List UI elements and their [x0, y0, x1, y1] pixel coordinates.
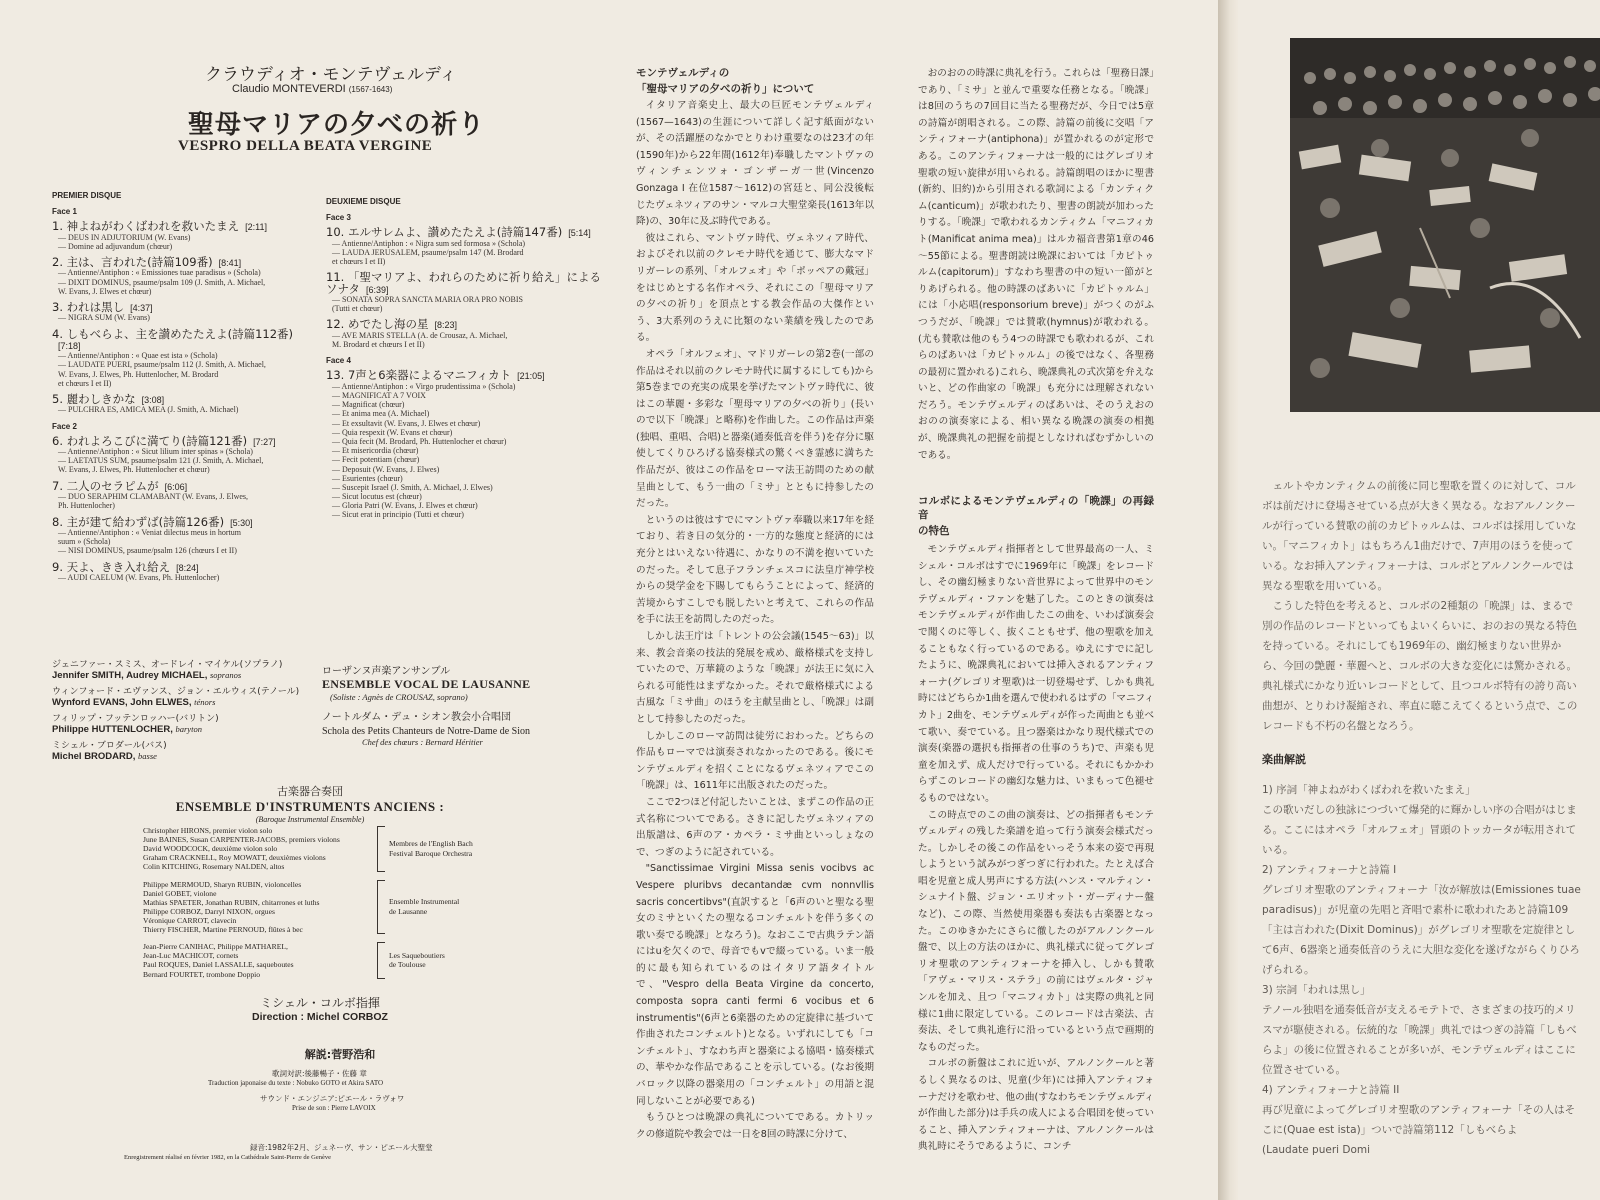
- member-line: June BAINES, Susan CARPENTER-JACOBS, premiers violons: [143, 835, 340, 845]
- track-title: 6. われよろこびに満てり(詩篇121番): [52, 433, 248, 448]
- track-item: [52, 559, 314, 583]
- page-fold: [1218, 0, 1238, 1200]
- track-title-line: [52, 559, 314, 574]
- face2-label: Face 2: [52, 421, 77, 431]
- track-duration: [4:37]: [130, 302, 153, 313]
- track-detail: — Esurientes (chœur): [332, 473, 403, 483]
- essay-paragraph: "Sanctissimae Virgini Missa senis vocibvs ac Vespere pluribvs decantandæ cvm nonnvllis sacris concertibvs"(直訳すると「6声のいと聖なる聖女のミサといくたの聖なるコンチェルトを伴う多くの歌い奏でる晩課」となろう)。なおここで古典ラテン語にはuを欠くので、母音でもvで綴っている。いま一般的に最も知られているのはイタリア語タイトルで、"Vespro della Beata Virgine da concerto, composta sopra canti fermi 6 vocibus et 6 instrumentis"(6声と6楽器のための定旋律に基づいて作曲されたコンチェルト)となる。いずれにしても「コンチェルト」、すなわち声と器楽による協唱・協奏様式の、華やかな作品であることを示している。(なお後期バロック以降の器楽用の「コンチェルト」の用語と混同しないことが必要である): [636, 863, 874, 1107]
- track-duration: [3:08]: [141, 394, 165, 405]
- member-line: Graham CRACKNELL, Roy MOWATT, deuxièmes violons: [143, 853, 326, 863]
- analysis-item: 2) アンティフォーナと詩篇 I: [1262, 864, 1397, 876]
- track-duration: [7:18]: [58, 341, 81, 352]
- track-detail: — Sicut erat in principio (Tutti et chœur): [332, 510, 464, 520]
- member-line: Colin KITCHING, Rosemary NALDEN, altos: [143, 862, 285, 872]
- recording-jp: 録音:1982年2月、ジュネーヴ、サン・ピエール大聖堂: [250, 1143, 433, 1152]
- member-list: [143, 942, 377, 978]
- track-detail: W. Evans, J. Elwes et chœur): [58, 286, 152, 296]
- member-line: Philippe MERMOUD, Sharyn RUBIN, violoncelles: [143, 879, 302, 889]
- track-title: 2. 主は、言われた(詩篇109番): [52, 254, 213, 269]
- director-en: Direction : Michel CORBOZ: [252, 1011, 388, 1023]
- singer-en: [52, 697, 312, 708]
- face4-label: Face 4: [326, 356, 351, 366]
- track-item: [52, 221, 314, 251]
- track-detail: — Sicut locutus est (chœur): [332, 492, 422, 502]
- track-item: [326, 319, 608, 349]
- track-title: 8. 主が建て給わずば(詩篇126番): [52, 514, 225, 529]
- track-title: 7. 二人のセラピムが: [52, 478, 159, 493]
- member-group-label: [389, 826, 499, 872]
- track-duration: [8:24]: [176, 562, 199, 573]
- essay-paragraph: おのおのの時課に典礼を行う。これらは「聖務日課」であり、「ミサ」と並んで重要な任務となる。「晩課」は8回のうちの7回目に当たる聖務だが、今日では5章の詩篇が朗唱される。この際、詩篇の前後に交唱「アンティフォーナ(antiphona)」が置かれるのが定形である。このアンティフォーナは一般的にはグレゴリオ聖歌の短い旋律が用いられる。詩篇朗唱のほかに聖書(新約、旧約)から引用される歌詞による「カンティクム(canticum)」が歌われたり、聖書の朗読が加わったりする。「晩課」で歌われるカンティクム「マニフィカト(Manificat anima mea)」はルカ福音書第1章の46～55節による。聖書朗読は晩課においては「カピトゥルム(capitorum)」すなわち聖書の中の短い一節がとりあげられる。他の時課のばあいに「カピトゥルム」には「小応唱(responsorium breve)」がつくのがふつうだが、「晩課」では賛歌(hymnus)が歌われる。(尤も賛歌は他のもう4つの時課でも歌われるが、これらのばあいは「カピトゥルム」の後ではなく、各聖務の最初に置かれる)これら、晩課典礼の式次第を弁えないと、どの作曲家の「晩課」も充分には理解されないだろう。モンテヴェルディのばあいは、そのうえおのおのの演奏家による、相い異なる晩課の演奏の相拠が、晩課典礼の把握を前提としなければむずかしいのである。: [918, 68, 1154, 461]
- track-item: [52, 514, 314, 556]
- essay-paragraph: オペラ「オルフェオ」、マドリガーレの第2巻(一部の作品はそれ以前のクレモナ時代に属するにしても)から第5巻までの充実の成果を挙げたマントヴァ時代に、彼はこの華麗・多彩な「聖母マリアの夕べの祈り」(長いので以下「晩課」と略称)を作曲した。この作品は声楽(独唱、重唱、合唱)と器楽(通奏低音を伴う)を存分に駆使してくりひろげる協奏様式の驚くべき霊感に満ちた作品だが、彼はこの作品をローマ法王訪問のための献呈曲として、もう一曲の「ミサ」とともに持参したのだった。: [636, 348, 874, 510]
- essay-paragraph: コルボの新盤はこれに近いが、アルノンクールと著るしく異なるのは、児童(少年)には挿入アンティフォーナだけを歌わせ、他の曲(すなわちモンテヴェルディが作曲した部分)は手兵の成人による合唱団を使っていること、挿入アンティフォーナは、アルノンクールは典礼時にそうであるように、コンチ: [918, 1058, 1154, 1153]
- member-group: [143, 942, 503, 978]
- singer-en: [52, 751, 312, 762]
- member-group-label-line: Ensemble Instrumental: [389, 897, 460, 907]
- choir-soloist: (Soliste : Agnès de CROUSAZ, soprano): [330, 692, 468, 702]
- track-detail: — Antienne/Antiphon : « Virgo prudentissima » (Schola): [332, 381, 516, 391]
- essay-paragraph: というのは彼はすでにマントヴァ奉職以来17年を経ており、若き日の気分的・一方的な態度と経済的には充分とはいえない待遇に、かなりの不満を抱いていたのだった。そして息子フランチェスコに法皇庁神学校からの奨学金を下賜してもらうことによって、経済的苦境からすこしでも脱したいと考えて、これらの作品を手に法王を訪問したのだった。: [636, 514, 874, 626]
- singer-entry: [52, 711, 312, 735]
- track-title: 11. 「聖マリアよ、われらのために祈り給え」によるソナタ: [326, 270, 601, 296]
- track-detail: — AVE MARIS STELLA (A. de Crousaz, A. Michael,: [332, 330, 508, 340]
- track-title: 10. エルサレムよ、讃めたたえよ(詩篇147番): [326, 225, 563, 239]
- essay-paragraph: 彼はこれら、マントヴァ時代、ヴェネツィア時代、およびそれ以前のクレモナ時代を通じて、膨大なマドリガーレの系列、「オルフェオ」や「ポッペアの戴冠」をはじめとする名作オペラ、それにこの「聖母マリアの夕べの祈り」を頂点とする教会作品の大傑作という、3大系列のうえに比類のない業績を残したのである。: [636, 232, 874, 344]
- singer-name: Wynford EVANS, John ELWES,: [52, 697, 195, 708]
- member-line: Mathias SPAETER, Jonathan RUBIN, chitarrones et luths: [143, 897, 320, 907]
- track-detail: — Et anima mea (A. Michael): [332, 409, 430, 419]
- right-heading: 楽曲解説: [1262, 753, 1306, 766]
- singer-name: Jennifer SMITH, Audrey MICHAEL,: [52, 670, 210, 681]
- essay3-heading2: の特色: [918, 525, 950, 537]
- track-detail: — Antienne/Antiphon : « Quae est ista » (Schola): [58, 351, 218, 361]
- track-title-line: [52, 299, 314, 314]
- track-title: 9. 天よ、きき入れ給え: [52, 559, 171, 574]
- right-page: [1238, 0, 1600, 1200]
- choir-jp: ローザンヌ声楽アンサンブル: [322, 666, 451, 677]
- analysis-item: 4) アンティフォーナと詩篇 II: [1262, 1084, 1400, 1096]
- singer-jp: ミシェル・ブロダール(バス): [52, 741, 167, 751]
- track-detail: — DIXIT DOMINUS, psaume/psalm 109 (J. Smith, A. Michael,: [58, 277, 266, 287]
- disc2-tracklist: [326, 198, 608, 526]
- member-group-label-line: Festival Baroque Orchestra: [389, 848, 473, 858]
- member-group-label-text: [389, 897, 459, 916]
- track-title-line: [52, 326, 314, 352]
- track-title: 13. 7声と6楽器によるマニフィカト: [326, 368, 512, 383]
- director-block: [200, 994, 440, 1023]
- member-group-label-line: de Toulouse: [389, 960, 426, 970]
- essay-column-2: [918, 66, 1154, 464]
- track-item: [52, 478, 314, 511]
- track-detail: — Et exsultavit (W. Evans, J. Elwes et chœur): [332, 418, 481, 428]
- choir-name: ENSEMBLE VOCAL DE LAUSANNE: [322, 677, 531, 691]
- track-duration: [5:30]: [230, 517, 253, 528]
- member-bracket: [377, 826, 385, 872]
- essay1-heading1: モンテヴェルディの: [636, 67, 730, 79]
- title-jp: 聖母マリアの夕べの祈り: [188, 110, 486, 140]
- disc1-tracklist: [52, 192, 314, 588]
- singer-entry: [52, 738, 312, 762]
- face3-label: Face 3: [326, 213, 351, 222]
- track-title-line: [52, 391, 314, 406]
- member-line: Thierry FISCHER, Martine PERNOUD, flûtes à bec: [143, 925, 303, 935]
- singer-entry: [52, 657, 312, 681]
- member-line: Jean-Pierre CANIHAC, Philippe MATHAREL,: [143, 942, 288, 952]
- track-detail: — PULCHRA ES, AMICA MEA (J. Smith, A. Michael): [58, 405, 239, 415]
- disc2-label: DEUXIEME DISQUE: [326, 197, 401, 206]
- ensemble-sub: (Baroque Instrumental Ensemble): [255, 815, 365, 824]
- track-duration: [2:11]: [245, 222, 267, 232]
- analysis-item: (Laudate pueri Domi: [1262, 1144, 1371, 1156]
- choir-photo: [1290, 38, 1600, 412]
- essay-paragraph: モンテヴェルディ指揮者として世界最高の一人、ミシェル・コルボはすでに1969年に「晩課」をレコードし、その幽幻極まりない音世界によって世界中のモンテヴェルディ・ファンを魅了した。このときの演奏はモンテヴェルディが作曲したこの曲を、いわば演奏会で聞くのに等しく、抜くこともせず、他の聖歌を加えることもなく行っているのである。ゆえにすでに記したように、晩課典礼においては挿入されるアンティフォーナ(グレゴリオ聖歌)は一切登場せず、しかも典礼時にはどちらか1曲を選んで使われるはずの「マニフィカト」2曲を、モンテヴェルディが作った両曲とも並べて歌い、奏でている。且つ器楽はかなり現代様式での演奏(楽器の選択も指揮者の仕事のうち)で、声楽も児童を加えず、成人だけで行っている。それにもかかわらずこのレコードの幽幻な魅力は、いまもって色褪せるものではない。: [918, 544, 1154, 804]
- analysis-item: 3) 宗詞「われは黒し」: [1262, 984, 1371, 996]
- track-detail: — AUDI CAELUM (W. Evans, Ph. Huttenlocher): [58, 573, 220, 583]
- singer-role: ténors: [194, 697, 216, 707]
- member-line: Philippe CORBOZ, Darryl NIXON, orgues: [143, 906, 275, 916]
- essay-column-3: [918, 494, 1154, 1156]
- track-title-line: [52, 478, 314, 493]
- track-detail: — SONATA SOPRA SANCTA MARIA ORA PRO NOBIS: [332, 295, 523, 305]
- member-line: Daniel GOBET, violone: [143, 888, 217, 898]
- track-title-line: [326, 319, 608, 331]
- track-title: 12. めでたし海の星: [326, 317, 429, 332]
- member-line: Paul ROQUES, Daniel LASSALLE, saqueboutes: [143, 960, 294, 970]
- commentary-credit: 解説:菅野浩和: [304, 1048, 376, 1061]
- soloists: [52, 657, 312, 765]
- track-duration: [7:27]: [253, 436, 276, 447]
- credits-block: [200, 1046, 480, 1118]
- track-detail: — NIGRA SUM (W. Evans): [58, 313, 150, 323]
- track-detail: — Antienne/Antiphon : « Nigra sum sed formosa » (Schola): [332, 238, 526, 248]
- member-group: [143, 880, 503, 935]
- title-en: VESPRO DELLA BEATA VERGINE: [178, 138, 433, 154]
- track-item: [326, 227, 608, 266]
- singer-jp: フィリップ・フッテンロッハー(バリトン): [52, 714, 219, 724]
- member-bracket: [377, 880, 385, 935]
- track-detail: — Quia fecit (M. Brodard, Ph. Huttenlocher et chœur): [332, 436, 507, 446]
- singer-entry: [52, 684, 312, 708]
- track-detail: — LAETATUS SUM, psaume/psalm 121 (J. Smith, A. Michael,: [58, 456, 264, 466]
- analysis-item: 再び児童によってグレゴリオ聖歌のアンティフォーナ「その人はそこに(Quae est ista)」ついで詩篇第112「しもべらよ: [1262, 1104, 1576, 1136]
- track-detail: W. Evans, J. Elwes, Ph. Huttenlocher, M. Brodard: [58, 369, 219, 379]
- track-detail: Ph. Huttenlocher): [58, 501, 115, 511]
- member-group-label: [389, 880, 499, 935]
- track-detail: — Antienne/Antiphon : « Veniat dilectus meus in hortum: [58, 528, 241, 537]
- track-detail: (Tutti et chœur): [332, 304, 383, 314]
- disc1-label: PREMIER DISQUE: [52, 191, 122, 200]
- track-detail: — LAUDATE PUERI, psaume/psalm 112 (J. Smith, A. Michael,: [58, 360, 266, 370]
- essay-paragraph: イタリア音楽史上、最大の巨匠モンテヴェルディ(1567—1643)の生涯について詳しく記す紙面がないが、その活躍歴のなかでとりわけ重要なのは23才の年(1590年)から22年間(1612年)奉職したマントヴァのヴィンチェンツォ・ゴンザーガ一世(Vincenzo Gonzaga I 在位1587～1612)の宮廷と、同公没後転じたヴェネツィアのサン・マルコ大聖堂楽長(1613年以降)の、30年に及ぶ時代である。: [636, 100, 874, 228]
- engineer-fr: Prise de son : Pierre LAVOIX: [292, 1104, 376, 1112]
- track-item: [52, 299, 314, 323]
- track-detail: — Quia respexit (W. Evans et chœur): [332, 427, 453, 437]
- composer-jp: クラウディオ・モンテヴェルディ: [205, 65, 457, 85]
- singer-en: [52, 724, 312, 735]
- track-detail: — Antienne/Antiphon : « Sicut lilium inter spinas » (Schola): [58, 447, 253, 457]
- essay-paragraph: もうひとつは晩課の典礼についてである。カトリックの修道院や教会では一日を8回の時課に分けて、: [636, 1112, 874, 1140]
- track-title-line: [52, 254, 314, 269]
- track-item: [52, 254, 314, 296]
- ensemble-heading: [140, 783, 480, 824]
- member-line: Véronique CARROT, clavecin: [143, 915, 237, 925]
- track-item: [52, 433, 314, 475]
- translation-jp: 歌詞対訳:後藤暢子・佐藤 章: [272, 1069, 367, 1078]
- singer-name: Michel BRODARD,: [52, 751, 139, 762]
- member-list: [143, 880, 377, 935]
- track-detail: — NISI DOMINUS, psaume/psalm 126 (chœurs I et II): [58, 546, 237, 556]
- track-title-line: [52, 221, 314, 233]
- face1-label: Face 1: [52, 207, 77, 216]
- singer-en: [52, 670, 312, 681]
- member-group-label-text: [389, 951, 445, 970]
- essay-paragraph: ここで2つほど付記したいことは、まずこの作品の正式名称についてである。さきに記したヴェネツィアの出版譜は、6声のア・カペラ・ミサ曲といっしょなので、つぎのように記されている。: [636, 796, 874, 858]
- essay-paragraph: この時点でのこの曲の演奏は、どの指揮者もモンテヴェルディの残した楽譜を追って行う演奏会様式だった。しかしその後この作品をいっそう本来の姿で再現しようという試みがつぎつぎに行われた。たとえば合唱を児童と成人男声にする方法(ハンス・マルティン・シュナイト盤、ジョン・エリオット・ガーディナー盤など)、この際、当然使用楽器も奏法も古楽器となった。このゆきかたにさらに徹したのがアルノンクール盤で、以上の方法のほかに、典礼様式に従ってグレゴリオ聖歌のアンティフォーナを挿入し、しかも賛歌「アヴェ・マリス・ステラ」の前にはヴェルタ・ジャンルを加え、且つ「マニフィカト」は実際の典礼と同様に1曲に限定している。このレコードは古楽法、古奏法、そして典礼進行に沿っているという点で画期的なものだった。: [918, 809, 1154, 1053]
- track-item: [52, 391, 314, 415]
- track-detail: — Deposuit (W. Evans, J. Elwes): [332, 464, 440, 474]
- engineer-jp: サウンド・エンジニア:ピエール・ラヴォワ: [260, 1094, 405, 1103]
- track-title-line: [52, 514, 314, 529]
- track-title-line: [326, 370, 608, 382]
- translation-fr: Traduction japonaise du texte : Nobuko GOTO et Akira SATO: [208, 1079, 384, 1087]
- member-group: [143, 826, 503, 872]
- essay-paragraph: しかしこのローマ訪問は徒労におわった。どちらの作品もローマでは演奏されなかったのである。後にモンテヴェルディを招くことになるヴェネツィアでこの「晩課」は、1611年に出版されたのだった。: [636, 730, 874, 792]
- singer-role: sopranos: [210, 670, 242, 680]
- member-line: David WOODCOCK, deuxième violon solo: [143, 844, 278, 854]
- track-detail: — DUO SERAPHIM CLAMABANT (W. Evans, J. Elwes,: [58, 492, 249, 502]
- track-detail: — Gloria Patri (W. Evans, J. Elwes et chœur): [332, 501, 478, 511]
- singer-role: baryton: [175, 724, 202, 734]
- singer-role: basse: [138, 751, 157, 761]
- ensemble-name: ENSEMBLE D'INSTRUMENTS ANCIENS :: [175, 799, 445, 814]
- member-group-label: [389, 942, 499, 978]
- singer-jp: ジェニファー・スミス、オードレイ・マイケル(ソプラノ): [52, 660, 283, 670]
- track-detail: — Antienne/Antiphon : « Emissiones tuae paradisus » (Schola): [58, 268, 261, 278]
- track-detail: — DEUS IN ADJUTORIUM (W. Evans): [58, 232, 191, 242]
- recording-fr: Enregistrement réalisé en février 1982, en la Cathédrale Saint-Pierre de Genève: [124, 1154, 332, 1161]
- essay3-heading1: コルボによるモンテヴェルディの「晩課」の再録音: [918, 495, 1154, 521]
- schola-jp: ノートルダム・デュ・シオン教会小合唱団: [322, 712, 511, 723]
- track-detail: — Fecit potentiam (chœur): [332, 455, 420, 465]
- member-line: Jean-Luc MACHICOT, cornets: [143, 951, 239, 961]
- track-title-line: [52, 433, 314, 448]
- director-jp: ミシェル・コルボ指揮: [260, 996, 380, 1010]
- analysis-item: テノール独唱を通奏低音が支えるモテトで、さまざまの技巧的メリスマが駆使される。伝統的な「晩課」典礼ではつぎの詩篇「しもべらよ」の後に位置されることが多いが、モンテヴェルディはここに位置させている。: [1262, 1004, 1577, 1076]
- ensemble-jp: 古楽器合奏団: [277, 785, 343, 798]
- schola-name: Schola des Petits Chanteurs de Notre-Dame de Sion: [322, 726, 531, 737]
- track-duration: [8:23]: [434, 320, 457, 331]
- track-duration: [5:14]: [568, 228, 591, 238]
- choir-photo-image: [1290, 38, 1600, 412]
- ensemble-members: [143, 826, 503, 987]
- analysis-item: グレゴリオ聖歌のアンティフォーナ「汝が解放は(Emissiones tuae paradisus)」が児童の先唱と斉唱で素朴に歌われたあと詩篇109「主は言われた(Dixit Dominus)」がグレゴリオ聖歌を定旋律として6声、6器楽と通奏低音のうえに大胆な変化を遂げながらくりひろげられる。: [1262, 884, 1581, 976]
- track-detail: W. Evans, J. Elwes, Ph. Huttenlocher et chœur): [58, 465, 210, 475]
- track-detail: — Domine ad adjuvandum (chœur): [58, 241, 173, 251]
- track-duration: [6:06]: [164, 481, 188, 492]
- schola-chef: Chef des chœurs : Bernard Héritier: [362, 737, 483, 747]
- member-bracket: [377, 942, 385, 978]
- track-duration: [21:05]: [517, 371, 545, 382]
- track-detail: — Et misericordia (chœur): [332, 446, 419, 456]
- member-group-label-line: de Lausanne: [389, 906, 428, 916]
- track-title: 3. われは黒し: [52, 299, 125, 314]
- track-detail: et chœurs I et II): [58, 378, 112, 388]
- track-item: [52, 326, 314, 388]
- analysis-item: この歌いだしの独詠につづいて爆発的に輝かしい序の合唱がはじまる。ここにはオペラ「オルフェオ」冒頭のトッカータが転用されている。: [1262, 804, 1577, 856]
- track-title-line: [326, 272, 608, 295]
- track-detail: suum » (Schola): [58, 537, 111, 547]
- choir-block: [322, 662, 602, 747]
- right-paragraph: こうした特色を考えると、コルボの2種類の「晩課」は、まるで別の作品のレコードといってもよいくらいに、おのおの異なる特色を持っている。それにしても1969年の、幽幻極まりない世界から、今回の艶麗・華麗へと、コルボの大きな変化には驚かされる。典礼様式にかなり近いレコードとして、且つコルボ特有の誇り高い曲想が、とりわけ凝縮され、率直に聴こえてくるという点で、このレコードも不朽の名盤となろう。: [1262, 600, 1578, 732]
- track-detail: — Suscepit Israel (J. Smith, A. Michael, J. Elwes): [332, 482, 493, 492]
- essay-column-1: [636, 66, 874, 1143]
- member-line: Bernard FOURTET, trombone Doppio: [143, 969, 261, 979]
- singer-jp: ウィンフォード・エヴァンス、ジョン・エルウィス(テノール): [52, 687, 300, 697]
- track-duration: [8:41]: [218, 257, 242, 268]
- member-line: Christopher HIRONS, premier violon solo: [143, 826, 273, 835]
- essay-paragraph: しかし法王庁は「トレントの公会議(1545～63)」以来、教会音楽の技法的発展を戒め、厳格様式を支持していたので、万華鏡のような「晩課」が法王に気に入られる可能性はまずなかった。それで厳格様式による古風な「ミサ曲」のほうを主献呈曲とし、「晩課」は副として持参したのだった。: [636, 631, 874, 725]
- composer-en: Claudio MONTEVERDI (1567-1643): [232, 83, 393, 95]
- right-paragraph: ェルトやカンティクムの前後に同じ聖歌を置くのに対して、コルボは前だけに登場させている点が大きく異なる。なおアルノンクールが行っている賛歌の前のカピトゥルムは、コルボは採用していない。「マニフィカト」はもちろん1曲だけで、7声用のほうを使っている。なお挿入アンティフォーナは、コルボとアルノンクールでは異なる聖歌を用いている。: [1262, 480, 1577, 592]
- track-detail: — Magnificat (chœur): [332, 400, 405, 410]
- track-item: [326, 272, 608, 313]
- member-group-label-line: Les Saqueboutiers: [389, 950, 445, 960]
- member-list: [143, 826, 377, 872]
- track-detail: — LAUDA JERUSALEM, psaume/psalm 147 (M. Brodard: [332, 247, 524, 257]
- right-column: [1262, 476, 1582, 1160]
- track-item: [326, 370, 608, 519]
- track-detail: — MAGNIFICAT A 7 VOIX: [332, 391, 426, 400]
- essay1-heading2: 「聖母マリアの夕べの祈り」について: [636, 83, 815, 95]
- track-detail: M. Brodard et chœurs I et II): [332, 340, 425, 350]
- member-group-label-line: Membres de l'English Bach: [389, 839, 473, 849]
- singer-name: Philippe HUTTENLOCHER,: [52, 724, 176, 735]
- member-group-label-text: [389, 839, 473, 858]
- track-detail: et chœurs I et II): [332, 256, 386, 266]
- track-title: 1. 神よねがわくばわれを救いたまえ: [52, 219, 240, 233]
- track-title: 5. 麗わしきかな: [52, 391, 136, 406]
- track-title: 4. しもべらよ、主を讃めたたえよ(詩篇112番): [52, 326, 294, 341]
- track-duration: [6:39]: [365, 284, 389, 295]
- analysis-item: 1) 序詞「神よねがわくばわれを救いたまえ」: [1262, 784, 1476, 796]
- track-title-line: [326, 227, 608, 239]
